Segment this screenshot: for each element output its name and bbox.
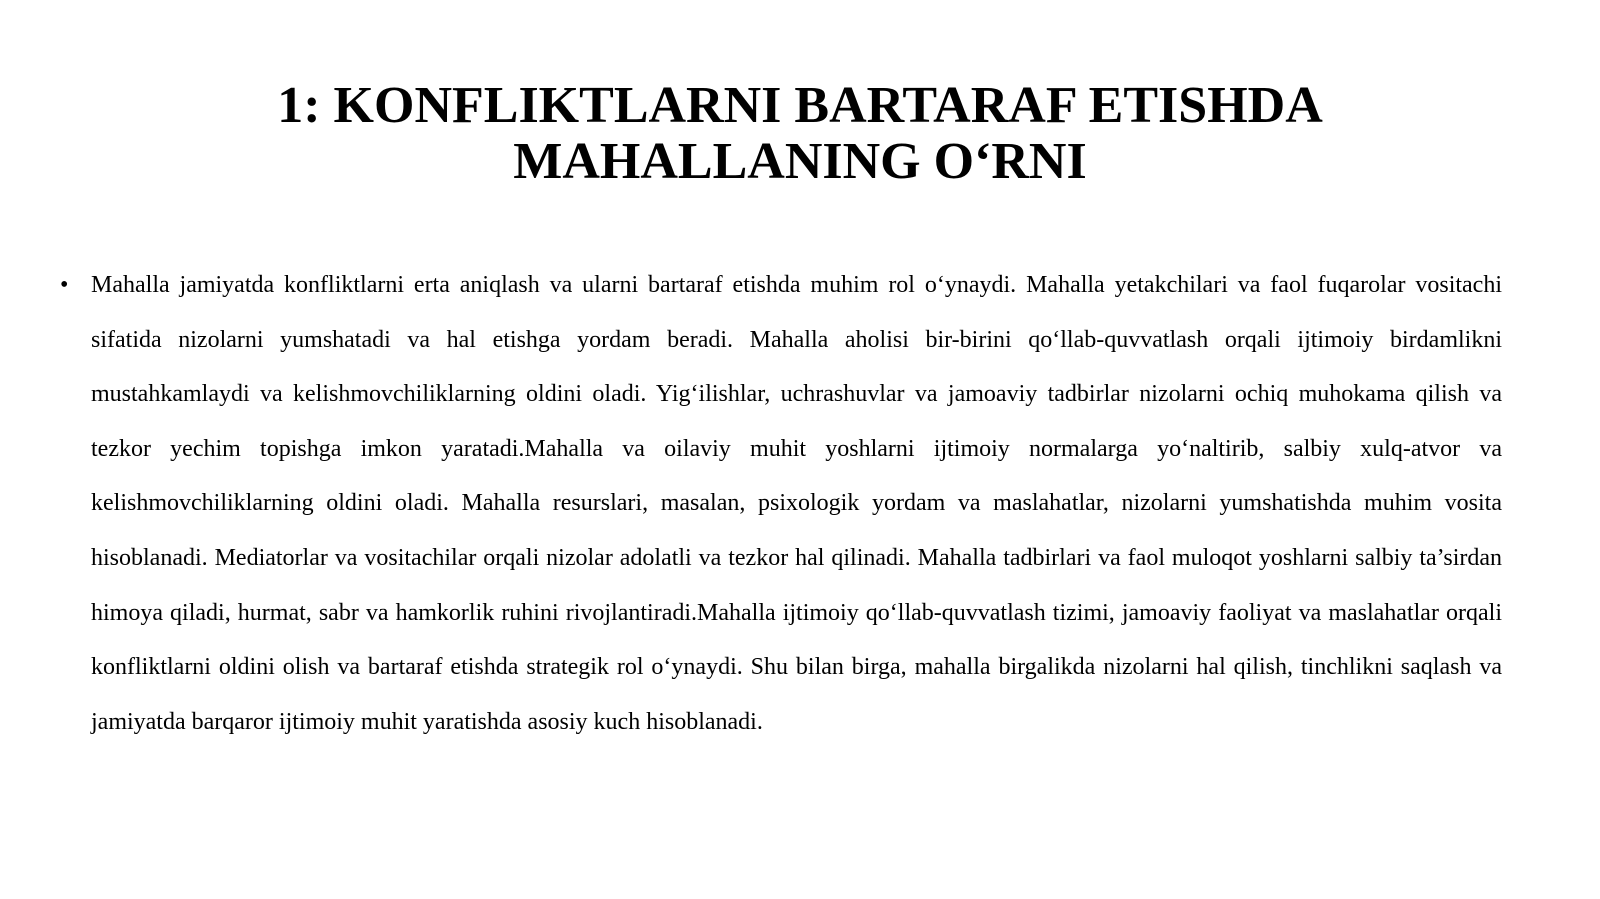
bullet-text: Mahalla jamiyatda konfliktlarni erta aniqlash va ularni bartaraf etishda muhim rol o‘ynaydi. Mahalla yetakchilari va faol fuqarolar vositachi sifatida nizolarni yumshatadi va hal etishga yordam beradi. Mahalla aholisi bir-birini qo‘llab-quvvatlash orqali ijtimoiy birdamlikni mustahkamlaydi va kelishmovchiliklarning oldini oladi. Yig‘ilishlar, uchrashuvlar va jamoaviy tadbirlar nizolarni ochiq muhokama qilish va tezkor yechim topishga imkon yaratadi.Mahalla va oilaviy muhit yoshlarni ijtimoiy normalarga yo‘naltirib, salbiy xulq-atvor va kelishmovchiliklarning oldini oladi. Mahalla resurslari, masalan, psixologik yordam va maslahatlar, nizolarni yumshatishda muhim vosita hisoblanadi. Mediatorlar va vositachilar orqali nizolar adolatli va tezkor hal qilinadi. Mahalla tadbirlari va faol muloqot yoshlarni salbiy ta’sirdan himoya qiladi, hurmat, sabr va hamkorlik ruhini rivojlantiradi.Mahalla ijtimoiy qo‘llab-quvvatlash tizimi, jamoaviy faoliyat va maslahatlar orqali konfliktlarni oldini olish va bartaraf etishda strategik rol o‘ynaydi. Shu bilan birga, mahalla birgalikda nizolarni hal qilish, tinchlikni saqlash va jamiyatda barqaror ijtimoiy muhit yaratishda asosiy kuch hisoblanadi. [91,272,1502,735]
slide-title [120,78,1480,190]
slide-title-line-2: MAHALLANING O‘RNI [513,133,1087,190]
bullet-icon: • [60,272,69,298]
bullet-item [60,258,1502,749]
slide-content [60,258,1502,749]
slide-title-line-1: 1: KONFLIKTLARNI BARTARAF ETISHDA [277,77,1323,134]
